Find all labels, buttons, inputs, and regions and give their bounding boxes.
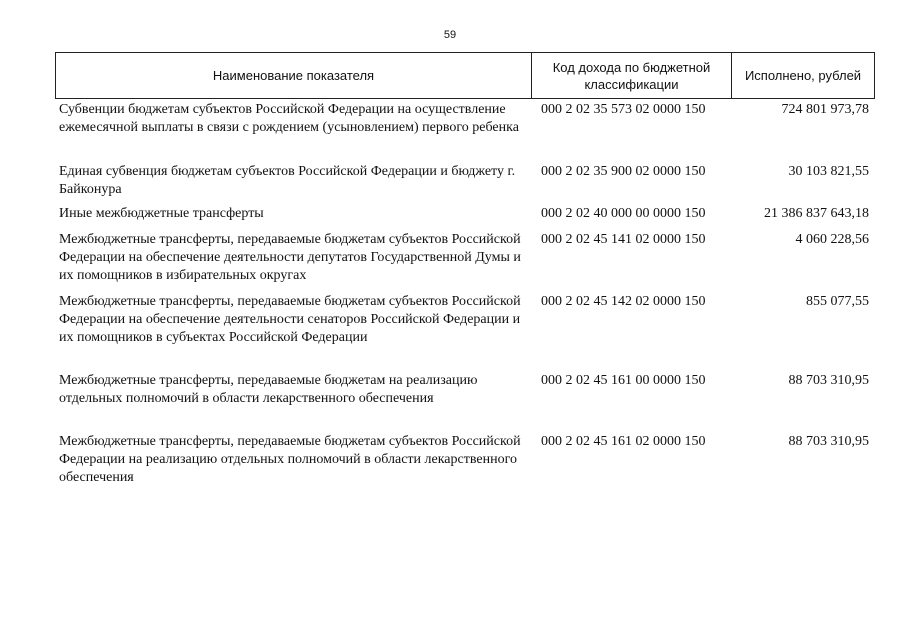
header-executed: Исполнено, рублей [744, 68, 862, 83]
header-name: Наименование показателя [56, 53, 532, 98]
row-amount: 88 703 310,95 [788, 434, 869, 449]
row-name: Единая субвенция бюджетам субъектов Российской Федерации и бюджету г. Байконура [59, 164, 516, 197]
row-amount: 21 386 837 643,18 [764, 206, 869, 221]
row-code: 000 2 02 35 573 02 0000 150 [541, 102, 706, 117]
row-name: Межбюджетные трансферты, передаваемые бюджетам на реализацию отдельных полномочий в области лекарственного обеспечения [59, 373, 478, 406]
row-name: Иные межбюджетные трансферты [59, 206, 264, 221]
row-amount: 724 801 973,78 [781, 102, 869, 117]
row-amount: 88 703 310,95 [788, 373, 869, 388]
row-code: 000 2 02 45 141 02 0000 150 [541, 232, 706, 247]
row-code: 000 2 02 45 161 00 0000 150 [541, 373, 706, 388]
row-code: 000 2 02 45 161 02 0000 150 [541, 434, 706, 449]
row-name: Субвенции бюджетам субъектов Российской Федерации на осуществление ежемесячной выплаты в связи с рождением (усыновлением) первого ребенка [59, 102, 519, 135]
row-code: 000 2 02 45 142 02 0000 150 [541, 294, 706, 309]
row-code: 000 2 02 35 900 02 0000 150 [541, 164, 706, 179]
budget-table [55, 52, 875, 485]
row-name: Межбюджетные трансферты, передаваемые бюджетам субъектов Российской Федерации на обеспечение деятельности сенаторов Российской Федерации и их помощников в субъектах Российской Федерации [59, 294, 521, 345]
row-code: 000 2 02 40 000 00 0000 150 [541, 206, 706, 221]
page-number: 59 [443, 29, 457, 41]
row-name: Межбюджетные трансферты, передаваемые бюджетам субъектов Российской Федерации на реализацию отдельных полномочий в области лекарственного обеспечения [59, 434, 521, 485]
header-code: Код дохода по бюджетной классификации [532, 53, 732, 98]
row-amount: 4 060 228,56 [795, 232, 869, 247]
row-name: Межбюджетные трансферты, передаваемые бюджетам субъектов Российской Федерации на обеспечение деятельности депутатов Государственной Думы и их помощников в избирательных округах [59, 232, 521, 283]
row-amount: 855 077,55 [806, 294, 869, 309]
row-amount: 30 103 821,55 [788, 164, 869, 179]
table-header [55, 52, 875, 99]
